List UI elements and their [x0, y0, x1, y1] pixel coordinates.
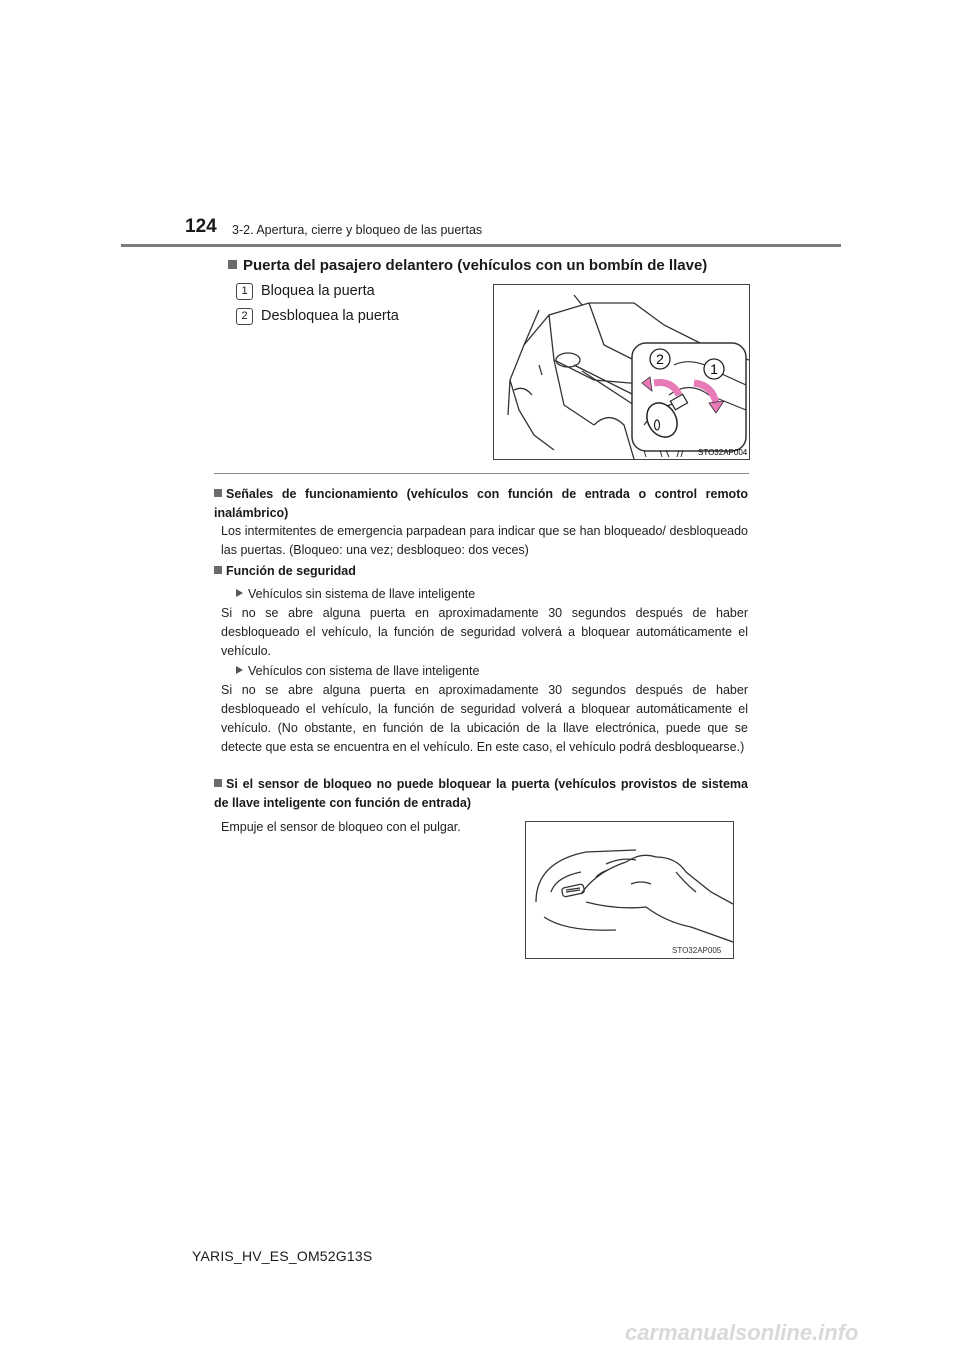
security-heading: [214, 562, 748, 581]
step-number-2: 2: [236, 308, 253, 325]
triangle-bullet-icon: [236, 589, 243, 597]
security-heading-text: Función de seguridad: [226, 564, 356, 578]
section-title: 3-2. Apertura, cierre y bloqueo de las puertas: [232, 223, 483, 237]
footer-doc-code: YARIS_HV_ES_OM52G13S: [192, 1248, 373, 1264]
figure-code-1: STO32AP004: [698, 448, 748, 457]
step-number-1: 1: [236, 283, 253, 300]
page-number: 124: [185, 216, 217, 237]
signals-text: Los intermitentes de emergencia parpadean para indicar que se han bloqueado/ desbloqueado las puertas. (Bloqueo: una vez; desbloqueo: dos veces): [221, 524, 748, 557]
signals-heading-text: Señales de funcionamiento (vehículos con función de entrada o control remoto inalámbrico): [214, 487, 748, 520]
security-text-1: Si no se abre alguna puerta en aproximadamente 30 segundos después de haber desbloqueado el vehículo, la función de seguridad volverá a bloquear automáticamente el vehículo.: [221, 606, 748, 658]
section-divider: [214, 473, 749, 474]
step-label-2: Desbloquea la puerta: [261, 308, 399, 324]
watermark: carmanualsonline.info: [625, 1320, 859, 1345]
main-heading: [228, 257, 707, 274]
triangle-bullet-icon: [236, 666, 243, 674]
square-bullet-icon: [228, 260, 237, 269]
security-bullet-2-text: Vehículos con sistema de llave inteligente: [248, 664, 480, 678]
square-bullet-icon: [214, 489, 222, 497]
callout-2-text: 2: [656, 351, 664, 367]
security-bullet-1-text: Vehículos sin sistema de llave inteligente: [248, 587, 476, 601]
car-door-illustration: [494, 285, 749, 459]
signals-heading: [214, 485, 748, 523]
step-1: [236, 283, 375, 300]
square-bullet-icon: [214, 779, 222, 787]
step-label-1: Bloquea la puerta: [261, 283, 375, 299]
header-rule: [121, 244, 841, 247]
sensor-heading: [214, 775, 748, 813]
square-bullet-icon: [214, 566, 222, 574]
sensor-text: Empuje el sensor de bloqueo con el pulgar.: [221, 820, 461, 834]
callout-1-text: 1: [710, 361, 718, 377]
security-text-2: Si no se abre alguna puerta en aproximadamente 30 segundos después de haber desbloqueado el vehículo, la función de seguridad volverá a bloquear automáticamente el vehículo. (No obstante, en función de la ubicación de la llave electrónica, puede que se detecte que esta se encuentra en el vehículo. En este caso, el vehículo podrá desbloquearse.): [221, 683, 748, 754]
security-bullet-2: [236, 662, 479, 681]
figure-door-key-lock: [493, 284, 750, 460]
figure-lock-sensor: [525, 821, 734, 959]
sensor-heading-text: Si el sensor de bloqueo no puede bloquear la puerta (vehículos provistos de sistema de llave inteligente con función de entrada): [214, 777, 748, 810]
security-bullet-1: [236, 585, 475, 604]
step-2: [236, 308, 399, 325]
hand-sensor-illustration: [526, 822, 733, 958]
figure-code-2: STO32AP005: [672, 946, 722, 955]
main-heading-text: Puerta del pasajero delantero (vehículos con un bombín de llave): [243, 257, 708, 274]
